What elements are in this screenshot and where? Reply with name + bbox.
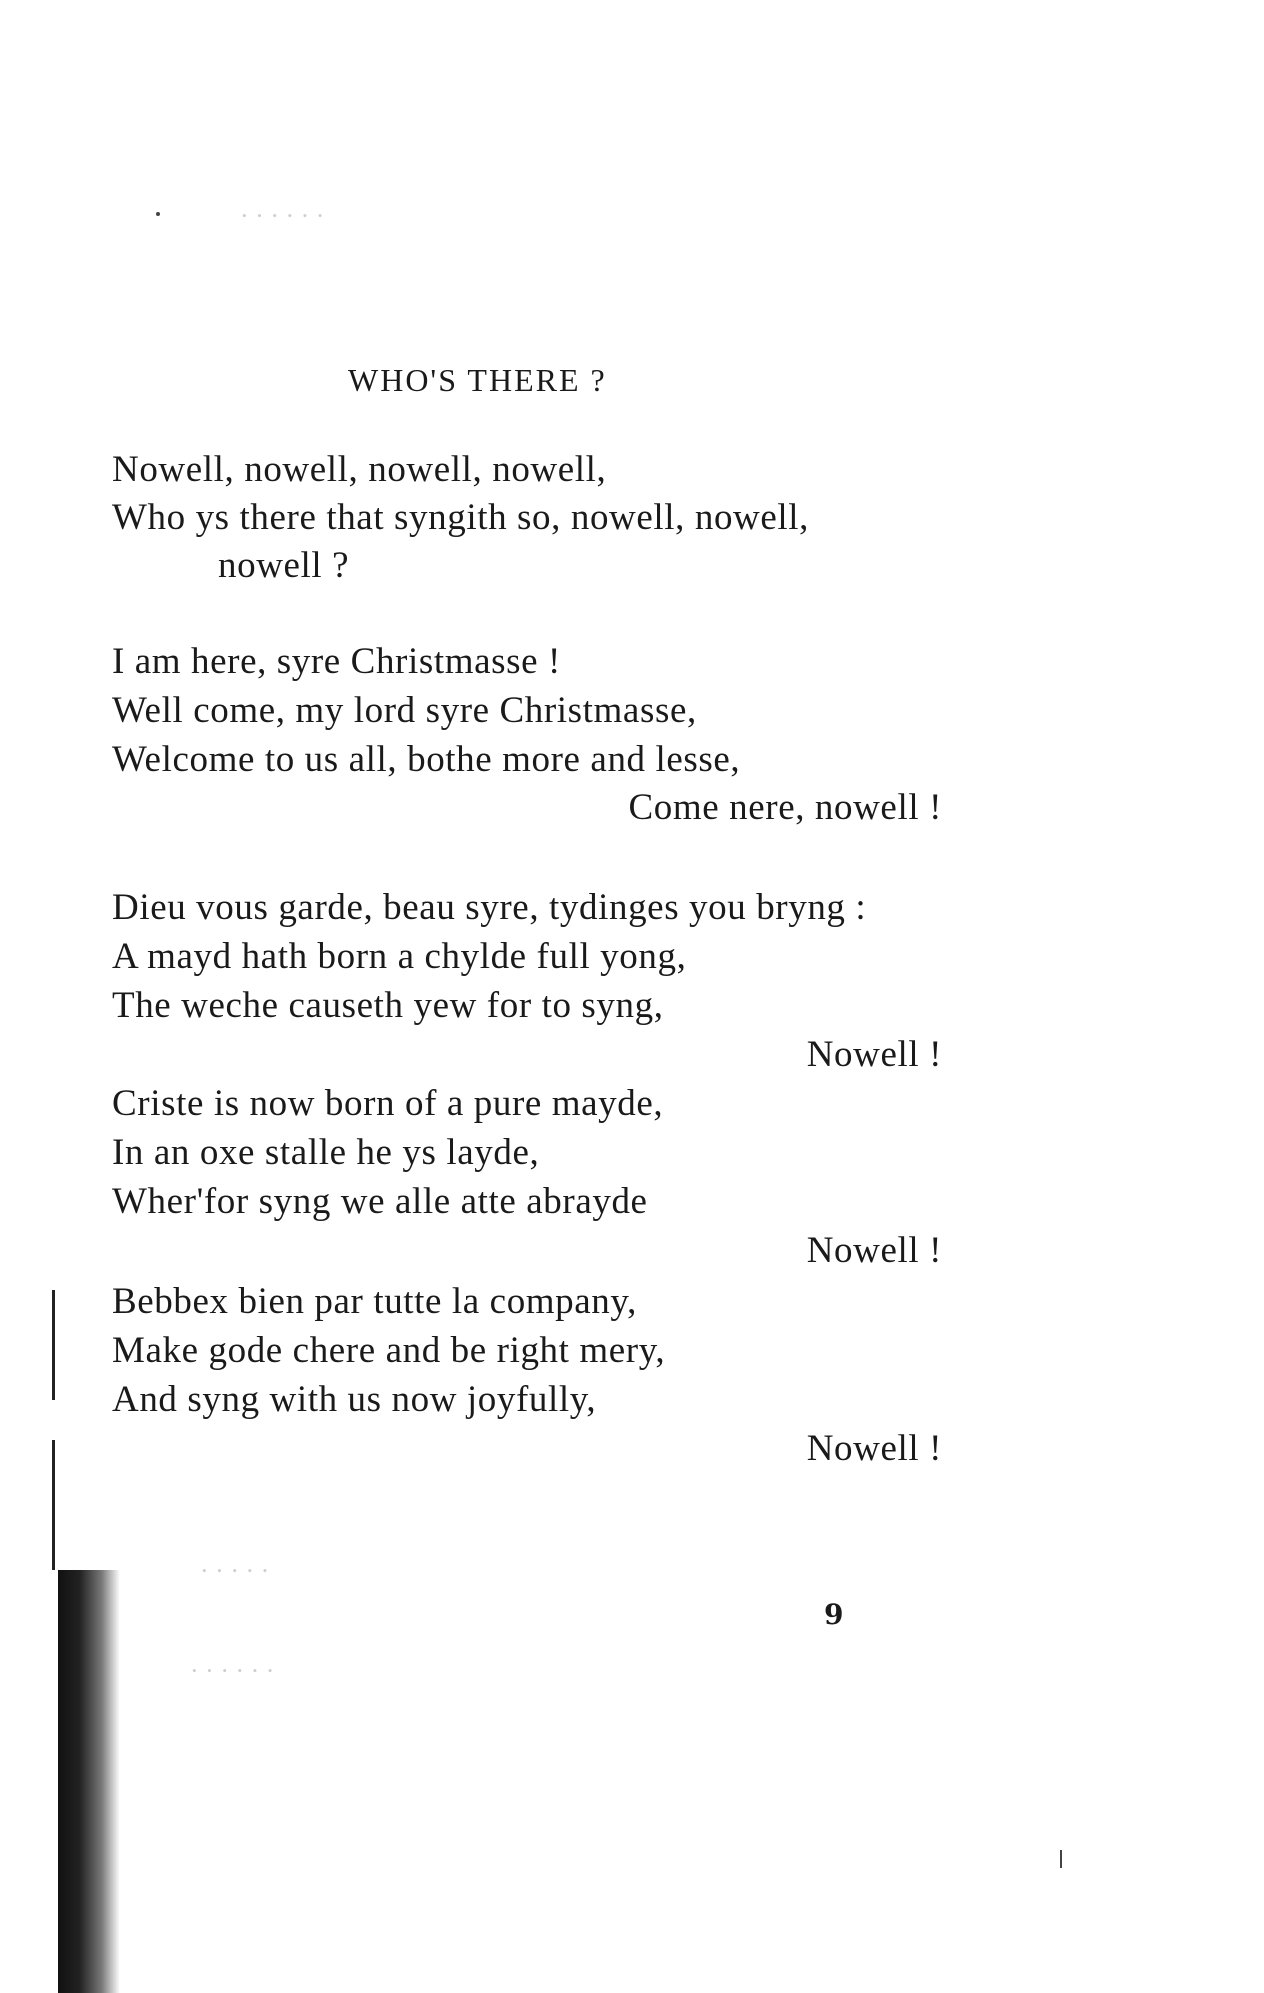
- poem-line: nowell ?: [218, 545, 350, 586]
- speck: [1060, 1850, 1062, 1868]
- poem-line: In an oxe stalle he ys layde,: [112, 1132, 540, 1173]
- poem-line: And syng with us now joyfully,: [112, 1379, 597, 1420]
- poem-line: A mayd hath born a chylde full yong,: [112, 936, 687, 977]
- poem-line: Nowell, nowell, nowell, nowell,: [112, 449, 607, 490]
- bleed-through-mark: · · · · · ·: [240, 201, 325, 230]
- poem-line: The weche causeth yew for to syng,: [112, 985, 664, 1026]
- scan-shadow: [58, 1570, 120, 1993]
- poem-title: WHO'S THERE ?: [348, 362, 607, 398]
- bleed-through-mark: · · · · ·: [200, 1556, 270, 1585]
- poem-line: Criste is now born of a pure mayde,: [112, 1083, 664, 1124]
- page-number: 9: [824, 1598, 844, 1631]
- speck: [156, 212, 160, 216]
- poem-line: Dieu vous garde, beau syre, tydinges you bryng :: [112, 887, 867, 928]
- poem-line: Bebbex bien par tutte la company,: [112, 1281, 637, 1322]
- binding-edge-line: [52, 1440, 55, 1570]
- poem-line: I am here, syre Christmasse !: [112, 641, 561, 682]
- poem-line: Make gode chere and be right mery,: [112, 1330, 666, 1371]
- poem-line: Welcome to us all, bothe more and lesse,: [112, 739, 741, 780]
- binding-edge-line: [52, 1290, 55, 1400]
- bleed-through-mark: · · · · · ·: [190, 1656, 275, 1685]
- poem-line: Wher'for syng we alle atte abrayde: [112, 1181, 648, 1222]
- poem-line: Who ys there that syngith so, nowell, nowell,: [112, 497, 810, 538]
- poem-refrain: Nowell !: [806, 1230, 942, 1271]
- poem-line: Well come, my lord syre Christmasse,: [112, 690, 697, 731]
- poem-refrain: Come nere, nowell !: [628, 787, 942, 828]
- poem-refrain: Nowell !: [806, 1034, 942, 1075]
- poem-refrain: Nowell !: [806, 1428, 942, 1469]
